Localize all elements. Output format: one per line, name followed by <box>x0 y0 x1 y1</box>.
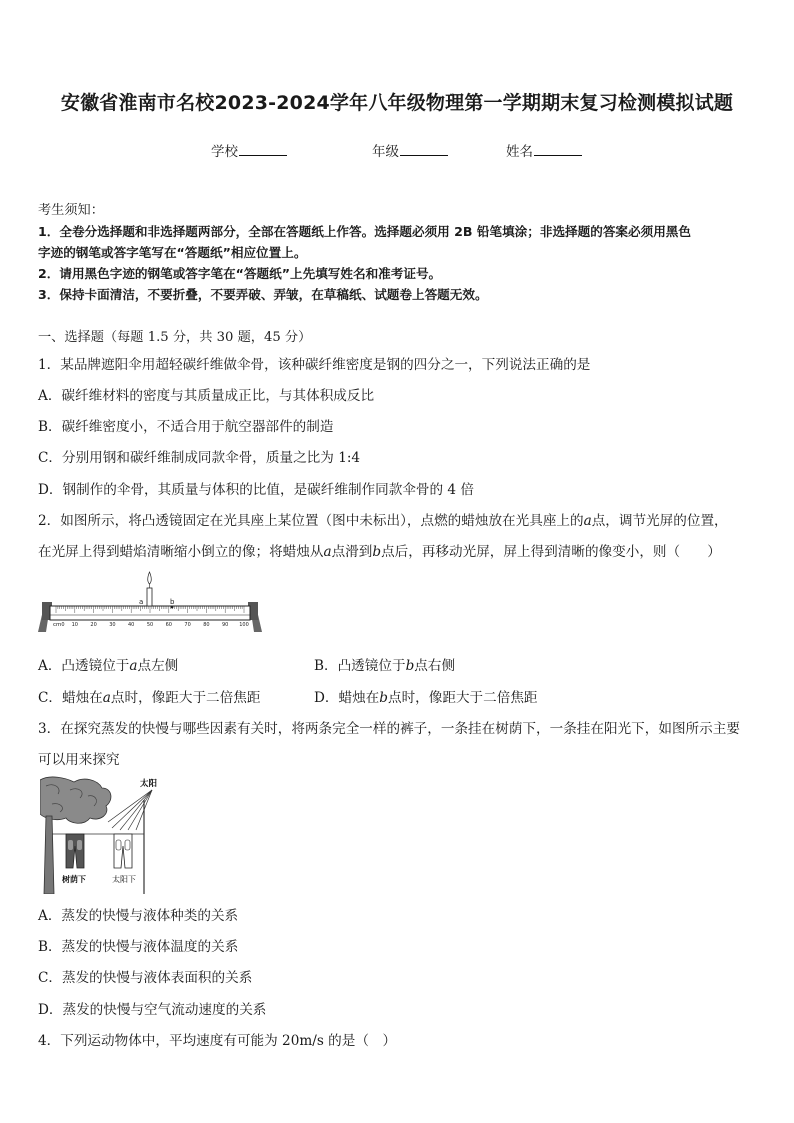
pants-sun-pocket-left <box>116 840 121 850</box>
bench-tick-label: 0 <box>61 622 65 628</box>
point-b-dot <box>171 606 174 609</box>
notice-line-3: 2．请用黑色字迹的钢笔或答字笔在“答题纸”上先填写姓名和准考证号。 <box>38 266 442 281</box>
name-blank[interactable] <box>534 143 582 156</box>
optical-bench-figure <box>36 570 264 638</box>
school-label: 学校 <box>211 144 238 160</box>
name-label: 姓名 <box>506 144 533 160</box>
notice-line-2: 字迹的钢笔或答字笔写在“答题纸”相应位置上。 <box>38 245 307 260</box>
q2-option-b[interactable]: B．凸透镜位于b点右侧 <box>314 658 456 674</box>
q1-stem: 1．某品牌遮阳伞用超轻碳纤维做伞骨，该种碳纤维密度是钢的四分之一，下列说法正确的是 <box>38 357 591 373</box>
exam-title: 安徽省淮南市名校2023-2024学年八年级物理第一学期期末复习检测模拟试题 <box>60 92 734 114</box>
name-field[interactable] <box>506 140 582 160</box>
school-field[interactable] <box>211 140 287 160</box>
q3-option-b[interactable]: B．蒸发的快慢与液体温度的关系 <box>38 939 239 955</box>
q2-option-c[interactable]: C．蜡烛在a点时，像距大于二倍焦距 <box>38 690 261 706</box>
bench-tick-label: 100 <box>239 622 249 628</box>
q3-option-a[interactable]: A．蒸发的快慢与液体种类的关系 <box>38 908 239 924</box>
point-b-label: b <box>170 598 175 606</box>
q3-stem-line-2: 可以用来探究 <box>38 752 120 768</box>
grade-label: 年级 <box>372 144 399 160</box>
tree-trunk <box>44 816 54 894</box>
q1-option-d[interactable]: D．钢制作的伞骨，其质量与体积的比值，是碳纤维制作同款伞骨的 4 倍 <box>38 482 474 498</box>
candle <box>147 588 152 606</box>
q3-option-d[interactable]: D．蒸发的快慢与空气流动速度的关系 <box>38 1002 267 1018</box>
sunlight-label: 太阳下 <box>112 875 136 884</box>
pants-shade-pocket-right <box>77 840 82 850</box>
grade-blank[interactable] <box>400 143 448 156</box>
bench-tick-label: 90 <box>222 622 229 628</box>
candle-flame <box>148 572 151 584</box>
bench-tick-label: 40 <box>128 622 135 628</box>
bench-tick-label: 70 <box>184 622 191 628</box>
grade-field[interactable] <box>372 140 448 160</box>
shade-label: 树荫下 <box>62 875 86 884</box>
sun-label: 太阳 <box>140 779 158 789</box>
bench-tick-label: 50 <box>146 622 154 628</box>
q1-option-b[interactable]: B．碳纤维密度小，不适合用于航空器部件的制造 <box>38 419 334 435</box>
bench-tick-labels <box>61 622 248 628</box>
q3-stem-line-1: 3．在探究蒸发的快慢与哪些因素有关时，将两条完全一样的裤子，一条挂在树荫下，一条挂在阳光下，如图所示主要 <box>38 721 740 737</box>
pants-sun-pocket-right <box>125 840 130 850</box>
bench-tick-label: 80 <box>203 622 210 628</box>
point-a-label: a <box>139 598 144 606</box>
q2-stem-line-1: 2．如图所示，将凸透镜固定在光具座上某位置（图中未标出），点燃的蜡烛放在光具座上的a点，调节光屏的位置， <box>38 513 728 529</box>
section-heading: 一、选择题（每题 1.5 分，共 30 题，45 分） <box>38 330 312 345</box>
notice-line-4: 3．保持卡面清洁，不要折叠，不要弄破、弄皱，在草稿纸、试题卷上答题无效。 <box>38 287 488 302</box>
bench-tick-label: 10 <box>71 622 78 628</box>
bench-tick-label: 20 <box>90 622 97 628</box>
q1-option-a[interactable]: A．碳纤维材料的密度与其质量成正比，与其体积成反比 <box>38 388 375 404</box>
evaporation-figure <box>40 776 164 894</box>
bench-tick-label: 30 <box>109 622 116 628</box>
q2-stem-line-2: 在光屏上得到蜡焰清晰缩小倒立的像；将蜡烛从a点滑到b点后，再移动光屏，屏上得到清晰的像变小，则（ ） <box>38 544 721 560</box>
q2-option-a[interactable]: A．凸透镜位于a点左侧 <box>38 658 179 674</box>
school-blank[interactable] <box>239 143 287 156</box>
q2-option-d[interactable]: D．蜡烛在b点时，像距大于二倍焦距 <box>314 690 538 706</box>
notice-line-1: 1．全卷分选择题和非选择题两部分，全部在答题纸上作答。选择题必须用 2B 铅笔填涂；非选择题的答案必须用黑色 <box>38 224 691 239</box>
q3-option-c[interactable]: C．蒸发的快慢与液体表面积的关系 <box>38 970 253 986</box>
notice-heading: 考生须知： <box>38 203 104 218</box>
q1-option-c[interactable]: C．分别用钢和碳纤维制成同款伞骨，质量之比为 1:4 <box>38 450 361 466</box>
pants-shade-pocket-left <box>68 840 73 850</box>
q4-stem: 4．下列运动物体中，平均速度有可能为 20m/s 的是（ ） <box>38 1033 397 1049</box>
bench-unit: cm <box>53 622 62 628</box>
bench-tick-label: 60 <box>165 622 172 628</box>
